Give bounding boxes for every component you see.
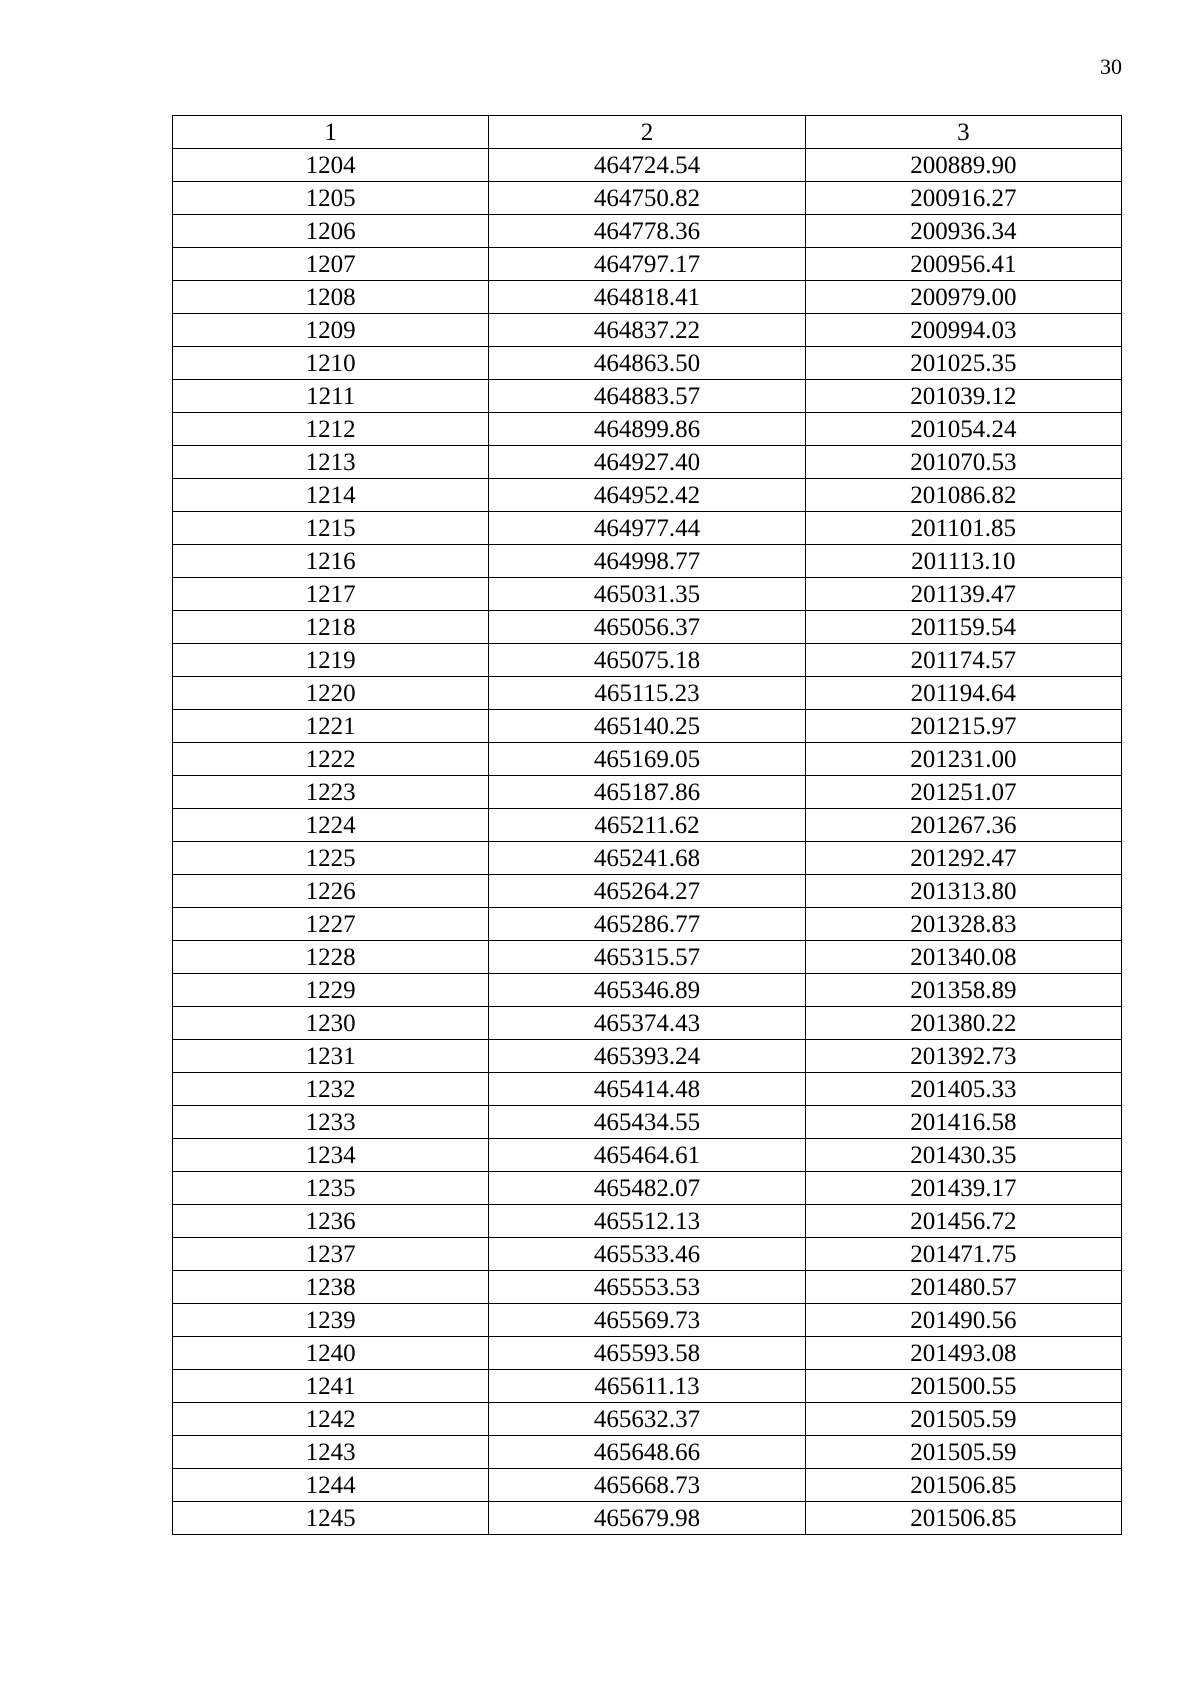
column-header-3: 3 [805, 116, 1121, 149]
table-cell-col-1: 1204 [173, 149, 489, 182]
table-cell-col-3: 201328.83 [805, 908, 1121, 941]
table-cell-col-3: 201358.89 [805, 974, 1121, 1007]
table-cell-col-3: 201505.59 [805, 1403, 1121, 1436]
table-cell-col-2: 465169.05 [489, 743, 805, 776]
table-cell-col-2: 464899.86 [489, 413, 805, 446]
table-row [173, 578, 1122, 611]
table-row [173, 446, 1122, 479]
table-cell-col-1: 1218 [173, 611, 489, 644]
table-cell-col-1: 1225 [173, 842, 489, 875]
table-cell-col-3: 201506.85 [805, 1502, 1121, 1535]
table-cell-col-3: 201086.82 [805, 479, 1121, 512]
table-row [173, 1238, 1122, 1271]
table-cell-col-2: 465593.58 [489, 1337, 805, 1370]
table-row [173, 1073, 1122, 1106]
table-cell-col-3: 201439.17 [805, 1172, 1121, 1205]
table-cell-col-1: 1239 [173, 1304, 489, 1337]
table-row [173, 1304, 1122, 1337]
table-cell-col-2: 465434.55 [489, 1106, 805, 1139]
column-header-1: 1 [173, 116, 489, 149]
table-cell-col-2: 465414.48 [489, 1073, 805, 1106]
table-cell-col-2: 464778.36 [489, 215, 805, 248]
table-cell-col-2: 465315.57 [489, 941, 805, 974]
table-cell-col-1: 1232 [173, 1073, 489, 1106]
table-cell-col-2: 465374.43 [489, 1007, 805, 1040]
table-row [173, 941, 1122, 974]
table-cell-col-3: 201405.33 [805, 1073, 1121, 1106]
table-row [173, 875, 1122, 908]
table-cell-col-1: 1240 [173, 1337, 489, 1370]
table-cell-col-1: 1216 [173, 545, 489, 578]
table-header-row [173, 116, 1122, 149]
table-cell-col-2: 465264.27 [489, 875, 805, 908]
table-row [173, 281, 1122, 314]
table-cell-col-1: 1233 [173, 1106, 489, 1139]
table-row [173, 809, 1122, 842]
table-cell-col-1: 1211 [173, 380, 489, 413]
table-row [173, 248, 1122, 281]
table-cell-col-2: 465140.25 [489, 710, 805, 743]
table-row [173, 479, 1122, 512]
table-body [173, 149, 1122, 1535]
table-cell-col-3: 201480.57 [805, 1271, 1121, 1304]
table-cell-col-3: 201416.58 [805, 1106, 1121, 1139]
table-cell-col-3: 201340.08 [805, 941, 1121, 974]
table-row [173, 1271, 1122, 1304]
table-cell-col-1: 1222 [173, 743, 489, 776]
table-cell-col-2: 464977.44 [489, 512, 805, 545]
table-row [173, 776, 1122, 809]
table-row [173, 677, 1122, 710]
table-row [173, 1469, 1122, 1502]
table-row [173, 1106, 1122, 1139]
table-cell-col-2: 465286.77 [489, 908, 805, 941]
table-cell-col-2: 465393.24 [489, 1040, 805, 1073]
table-cell-col-2: 465075.18 [489, 644, 805, 677]
table-cell-col-2: 465632.37 [489, 1403, 805, 1436]
table-cell-col-2: 464952.42 [489, 479, 805, 512]
table-cell-col-3: 201070.53 [805, 446, 1121, 479]
table-cell-col-3: 201506.85 [805, 1469, 1121, 1502]
table-cell-col-3: 201159.54 [805, 611, 1121, 644]
table-cell-col-3: 201174.57 [805, 644, 1121, 677]
table-row [173, 380, 1122, 413]
table-cell-col-2: 465611.13 [489, 1370, 805, 1403]
table-row [173, 215, 1122, 248]
coordinates-table [172, 115, 1122, 1535]
table-row [173, 1139, 1122, 1172]
table-row [173, 512, 1122, 545]
table-cell-col-3: 201493.08 [805, 1337, 1121, 1370]
table-cell-col-3: 201113.10 [805, 545, 1121, 578]
table-cell-col-3: 201392.73 [805, 1040, 1121, 1073]
table-cell-col-1: 1208 [173, 281, 489, 314]
table-row [173, 182, 1122, 215]
table-cell-col-1: 1230 [173, 1007, 489, 1040]
table-row [173, 1337, 1122, 1370]
table-cell-col-1: 1210 [173, 347, 489, 380]
table-cell-col-2: 465464.61 [489, 1139, 805, 1172]
table-row [173, 1502, 1122, 1535]
table-row [173, 314, 1122, 347]
table-cell-col-1: 1242 [173, 1403, 489, 1436]
table-cell-col-2: 465569.73 [489, 1304, 805, 1337]
table-cell-col-3: 201267.36 [805, 809, 1121, 842]
table-cell-col-2: 464724.54 [489, 149, 805, 182]
table-cell-col-2: 464837.22 [489, 314, 805, 347]
table-cell-col-2: 464750.82 [489, 182, 805, 215]
table-cell-col-3: 200956.41 [805, 248, 1121, 281]
table-cell-col-2: 465679.98 [489, 1502, 805, 1535]
table-cell-col-1: 1244 [173, 1469, 489, 1502]
table-row [173, 1040, 1122, 1073]
table-row [173, 347, 1122, 380]
table-cell-col-2: 465241.68 [489, 842, 805, 875]
table-cell-col-1: 1227 [173, 908, 489, 941]
table-cell-col-3: 201430.35 [805, 1139, 1121, 1172]
table-row [173, 413, 1122, 446]
table-cell-col-1: 1229 [173, 974, 489, 1007]
table-row [173, 710, 1122, 743]
table-cell-col-3: 201456.72 [805, 1205, 1121, 1238]
table-cell-col-2: 465648.66 [489, 1436, 805, 1469]
table-cell-col-3: 200979.00 [805, 281, 1121, 314]
table-cell-col-1: 1231 [173, 1040, 489, 1073]
table-cell-col-1: 1212 [173, 413, 489, 446]
table-row [173, 611, 1122, 644]
table-cell-col-1: 1206 [173, 215, 489, 248]
table-cell-col-2: 464797.17 [489, 248, 805, 281]
table-cell-col-2: 465533.46 [489, 1238, 805, 1271]
table-row [173, 545, 1122, 578]
table-cell-col-1: 1237 [173, 1238, 489, 1271]
table-cell-col-3: 201039.12 [805, 380, 1121, 413]
table-cell-col-3: 201251.07 [805, 776, 1121, 809]
column-header-2: 2 [489, 116, 805, 149]
table-cell-col-2: 465031.35 [489, 578, 805, 611]
table-cell-col-1: 1220 [173, 677, 489, 710]
table-cell-col-3: 201194.64 [805, 677, 1121, 710]
table-row [173, 1205, 1122, 1238]
table-row [173, 1370, 1122, 1403]
table-cell-col-3: 201054.24 [805, 413, 1121, 446]
table-cell-col-2: 464818.41 [489, 281, 805, 314]
table-cell-col-2: 465512.13 [489, 1205, 805, 1238]
table-cell-col-1: 1235 [173, 1172, 489, 1205]
table-cell-col-3: 201500.55 [805, 1370, 1121, 1403]
table-cell-col-3: 201313.80 [805, 875, 1121, 908]
table-cell-col-3: 201490.56 [805, 1304, 1121, 1337]
table-cell-col-1: 1219 [173, 644, 489, 677]
table-cell-col-2: 464863.50 [489, 347, 805, 380]
table-cell-col-2: 464927.40 [489, 446, 805, 479]
table-cell-col-1: 1214 [173, 479, 489, 512]
table-cell-col-2: 465346.89 [489, 974, 805, 1007]
table-cell-col-1: 1226 [173, 875, 489, 908]
table-row [173, 842, 1122, 875]
table-row [173, 1436, 1122, 1469]
table-cell-col-1: 1223 [173, 776, 489, 809]
table-cell-col-2: 464883.57 [489, 380, 805, 413]
table-cell-col-2: 465187.86 [489, 776, 805, 809]
table-row [173, 908, 1122, 941]
table-cell-col-2: 465668.73 [489, 1469, 805, 1502]
table-cell-col-3: 200916.27 [805, 182, 1121, 215]
table-cell-col-3: 201215.97 [805, 710, 1121, 743]
table-cell-col-1: 1228 [173, 941, 489, 974]
table-cell-col-3: 201025.35 [805, 347, 1121, 380]
table-cell-col-2: 465056.37 [489, 611, 805, 644]
table-row [173, 644, 1122, 677]
table-row [173, 1172, 1122, 1205]
table-cell-col-1: 1213 [173, 446, 489, 479]
table-cell-col-3: 201380.22 [805, 1007, 1121, 1040]
table-cell-col-1: 1209 [173, 314, 489, 347]
table-cell-col-3: 201139.47 [805, 578, 1121, 611]
table-cell-col-2: 464998.77 [489, 545, 805, 578]
table-cell-col-3: 200994.03 [805, 314, 1121, 347]
table-row [173, 149, 1122, 182]
table-cell-col-1: 1245 [173, 1502, 489, 1535]
table-cell-col-3: 201505.59 [805, 1436, 1121, 1469]
table-cell-col-1: 1236 [173, 1205, 489, 1238]
table-cell-col-3: 200936.34 [805, 215, 1121, 248]
table-cell-col-1: 1224 [173, 809, 489, 842]
table-cell-col-2: 465211.62 [489, 809, 805, 842]
table-cell-col-1: 1241 [173, 1370, 489, 1403]
table-cell-col-1: 1243 [173, 1436, 489, 1469]
table-row [173, 974, 1122, 1007]
table-row [173, 1403, 1122, 1436]
table-cell-col-1: 1207 [173, 248, 489, 281]
table-cell-col-1: 1234 [173, 1139, 489, 1172]
table-cell-col-2: 465553.53 [489, 1271, 805, 1304]
table-cell-col-3: 201101.85 [805, 512, 1121, 545]
page-number: 30 [1100, 54, 1122, 79]
table-cell-col-1: 1215 [173, 512, 489, 545]
table-cell-col-2: 465115.23 [489, 677, 805, 710]
table-cell-col-3: 201231.00 [805, 743, 1121, 776]
table-cell-col-3: 201471.75 [805, 1238, 1121, 1271]
table-cell-col-1: 1221 [173, 710, 489, 743]
table-header [173, 116, 1122, 149]
table-cell-col-1: 1238 [173, 1271, 489, 1304]
table-cell-col-3: 200889.90 [805, 149, 1121, 182]
table-cell-col-1: 1205 [173, 182, 489, 215]
table-row [173, 743, 1122, 776]
table-row [173, 1007, 1122, 1040]
table-cell-col-1: 1217 [173, 578, 489, 611]
table-cell-col-2: 465482.07 [489, 1172, 805, 1205]
table-cell-col-3: 201292.47 [805, 842, 1121, 875]
